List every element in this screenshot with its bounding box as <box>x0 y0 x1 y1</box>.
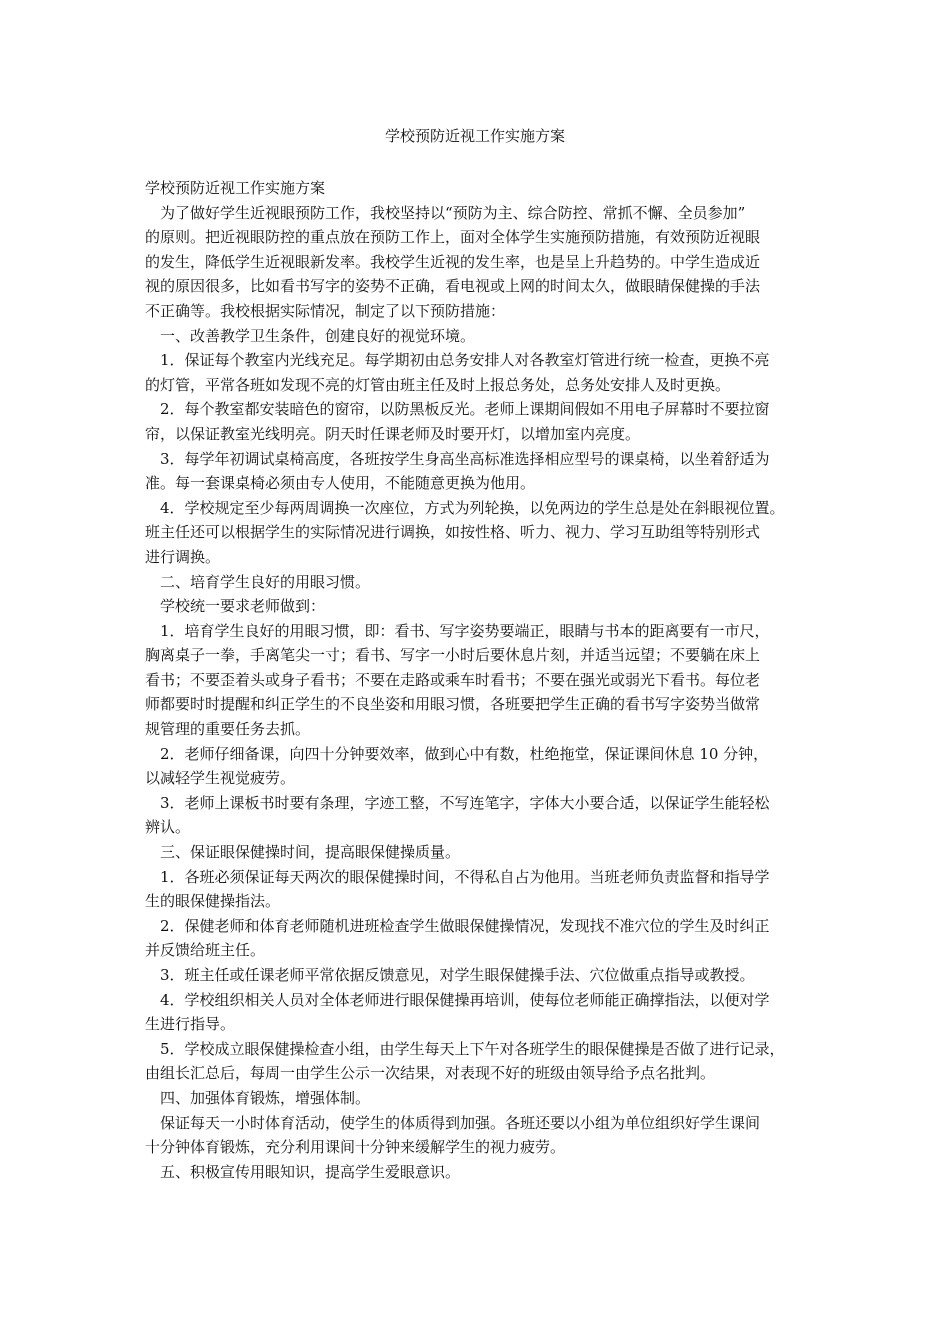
paragraph-line: 3．每学年初调试桌椅高度，各班按学生身高坐高标准选择相应型号的课桌椅，以坐着舒适为 <box>160 449 770 468</box>
paragraph-line: 生的眼保健操指法。 <box>145 892 281 911</box>
document-title: 学校预防近视工作实施方案 <box>384 127 565 145</box>
paragraph-line: 视的原因很多，比如看书写字的姿势不正确，看电视或上网的时间太久，做眼睛保健操的手法 <box>145 277 761 296</box>
paragraph-line: 帘，以保证教室光线明亮。阴天时任课老师及时要开灯，以增加室内亮度。 <box>145 424 641 443</box>
section-heading: 二、培育学生良好的用眼习惯。 <box>160 572 371 591</box>
paragraph-line: 师都要时时提醒和纠正学生的不良坐姿和用眼习惯，各班要把学生正确的看书写字姿势当做常 <box>145 695 761 714</box>
paragraph-line: 2．老师仔细备课，向四十分钟要效率，做到心中有数，杜绝拖堂，保证课间休息 10 分钟， <box>160 744 769 763</box>
section-heading: 三、保证眼保健操时间，提高眼保健操质量。 <box>160 843 461 862</box>
paragraph-line: 班主任还可以根据学生的实际情况进行调换，如按性格、听力、视力、学习互助组等特别形式 <box>145 523 761 542</box>
paragraph-line: 不正确等。我校根据实际情况，制定了以下预防措施： <box>145 301 506 320</box>
paragraph-line: 进行调换。 <box>145 547 221 566</box>
paragraph-line: 为了做好学生近视眼预防工作，我校坚持以“预防为主、综合防控、常抓不懈、全员参加” <box>160 203 746 222</box>
paragraph-line: 以减轻学生视觉疲劳。 <box>145 769 296 788</box>
paragraph-line: 的原则。把近视眼防控的重点放在预防工作上，面对全体学生实施预防措施，有效预防近视眼 <box>145 228 761 247</box>
document-body <box>145 176 835 1184</box>
paragraph-line: 3．老师上课板书时要有条理，字迹工整，不写连笔字，字体大小要合适，以保证学生能轻松 <box>160 793 770 812</box>
paragraph-line: 并反馈给班主任。 <box>145 941 266 960</box>
section-heading: 四、加强体育锻炼，增强体制。 <box>160 1088 371 1107</box>
paragraph-line: 由组长汇总后，每周一由学生公示一次结果，对表现不好的班级由领导给予点名批判。 <box>145 1064 716 1083</box>
paragraph-line: 5．学校成立眼保健操检查小组，由学生每天上下午对各班学生的眼保健操是否做了进行记录， <box>160 1039 785 1058</box>
paragraph-line: 保证每天一小时体育活动，使学生的体质得到加强。各班还要以小组为单位组织好学生课间 <box>160 1113 761 1132</box>
paragraph-line: 2．每个教室都安装暗色的窗帘，以防黑板反光。老师上课期间假如不用电子屏幕时不要拉窗 <box>160 400 770 419</box>
paragraph-line: 辨认。 <box>145 818 191 837</box>
section-heading: 一、改善教学卫生条件，创建良好的视觉环境。 <box>160 326 476 345</box>
section-heading: 学校预防近视工作实施方案 <box>145 179 326 197</box>
paragraph-line: 1．保证每个教室内光线充足。每学期初由总务安排人对各教室灯管进行统一检查，更换不亮 <box>160 351 770 370</box>
paragraph-line: 的发生，降低学生近视眼新发率。我校学生近视的发生率，也是呈上升趋势的。中学生造成近 <box>145 252 761 271</box>
paragraph-line: 生进行指导。 <box>145 1015 236 1034</box>
paragraph-line: 2．保健老师和体育老师随机进班检查学生做眼保健操情况，发现找不准穴位的学生及时纠正 <box>160 916 770 935</box>
paragraph-line: 准。每一套课桌椅必须由专人使用，不能随意更换为他用。 <box>145 474 536 493</box>
paragraph-line: 1．各班必须保证每天两次的眼保健操时间，不得私自占为他用。当班老师负责监督和指导学 <box>160 867 770 886</box>
paragraph-line: 1．培育学生良好的用眼习惯，即：看书、写字姿势要端正，眼睛与书本的距离要有一市尺， <box>160 621 770 640</box>
paragraph-line: 学校统一要求老师做到： <box>160 597 326 616</box>
paragraph-line: 看书；不要歪着头或身子看书；不要在走路或乘车时看书；不要在强光或弱光下看书。每位老 <box>145 670 761 689</box>
paragraph-line: 胸离桌子一拳，手离笔尖一寸；看书、写字一小时后要休息片刻，并适当远望；不要躺在床上 <box>145 646 761 665</box>
paragraph-line: 4．学校组织相关人员对全体老师进行眼保健操再培训，使每位老师能正确撑指法，以便对学 <box>160 990 770 1009</box>
section-heading: 五、积极宣传用眼知识，提高学生爱眼意识。 <box>160 1162 461 1181</box>
paragraph-line: 的灯管，平常各班如发现不亮的灯管由班主任及时上报总务处，总务处安排人及时更换。 <box>145 375 731 394</box>
paragraph-line: 3．班主任或任课老师平常依据反馈意见，对学生眼保健操手法、穴位做重点指导或教授。 <box>160 966 755 984</box>
paragraph-line: 4．学校规定至少每两周调换一次座位，方式为列轮换，以免两边的学生总是处在斜眼视位置。 <box>160 498 785 517</box>
paragraph-line: 规管理的重要任务去抓。 <box>145 720 311 739</box>
paragraph-line: 十分钟体育锻炼，充分利用课间十分钟来缓解学生的视力疲劳。 <box>145 1138 566 1157</box>
